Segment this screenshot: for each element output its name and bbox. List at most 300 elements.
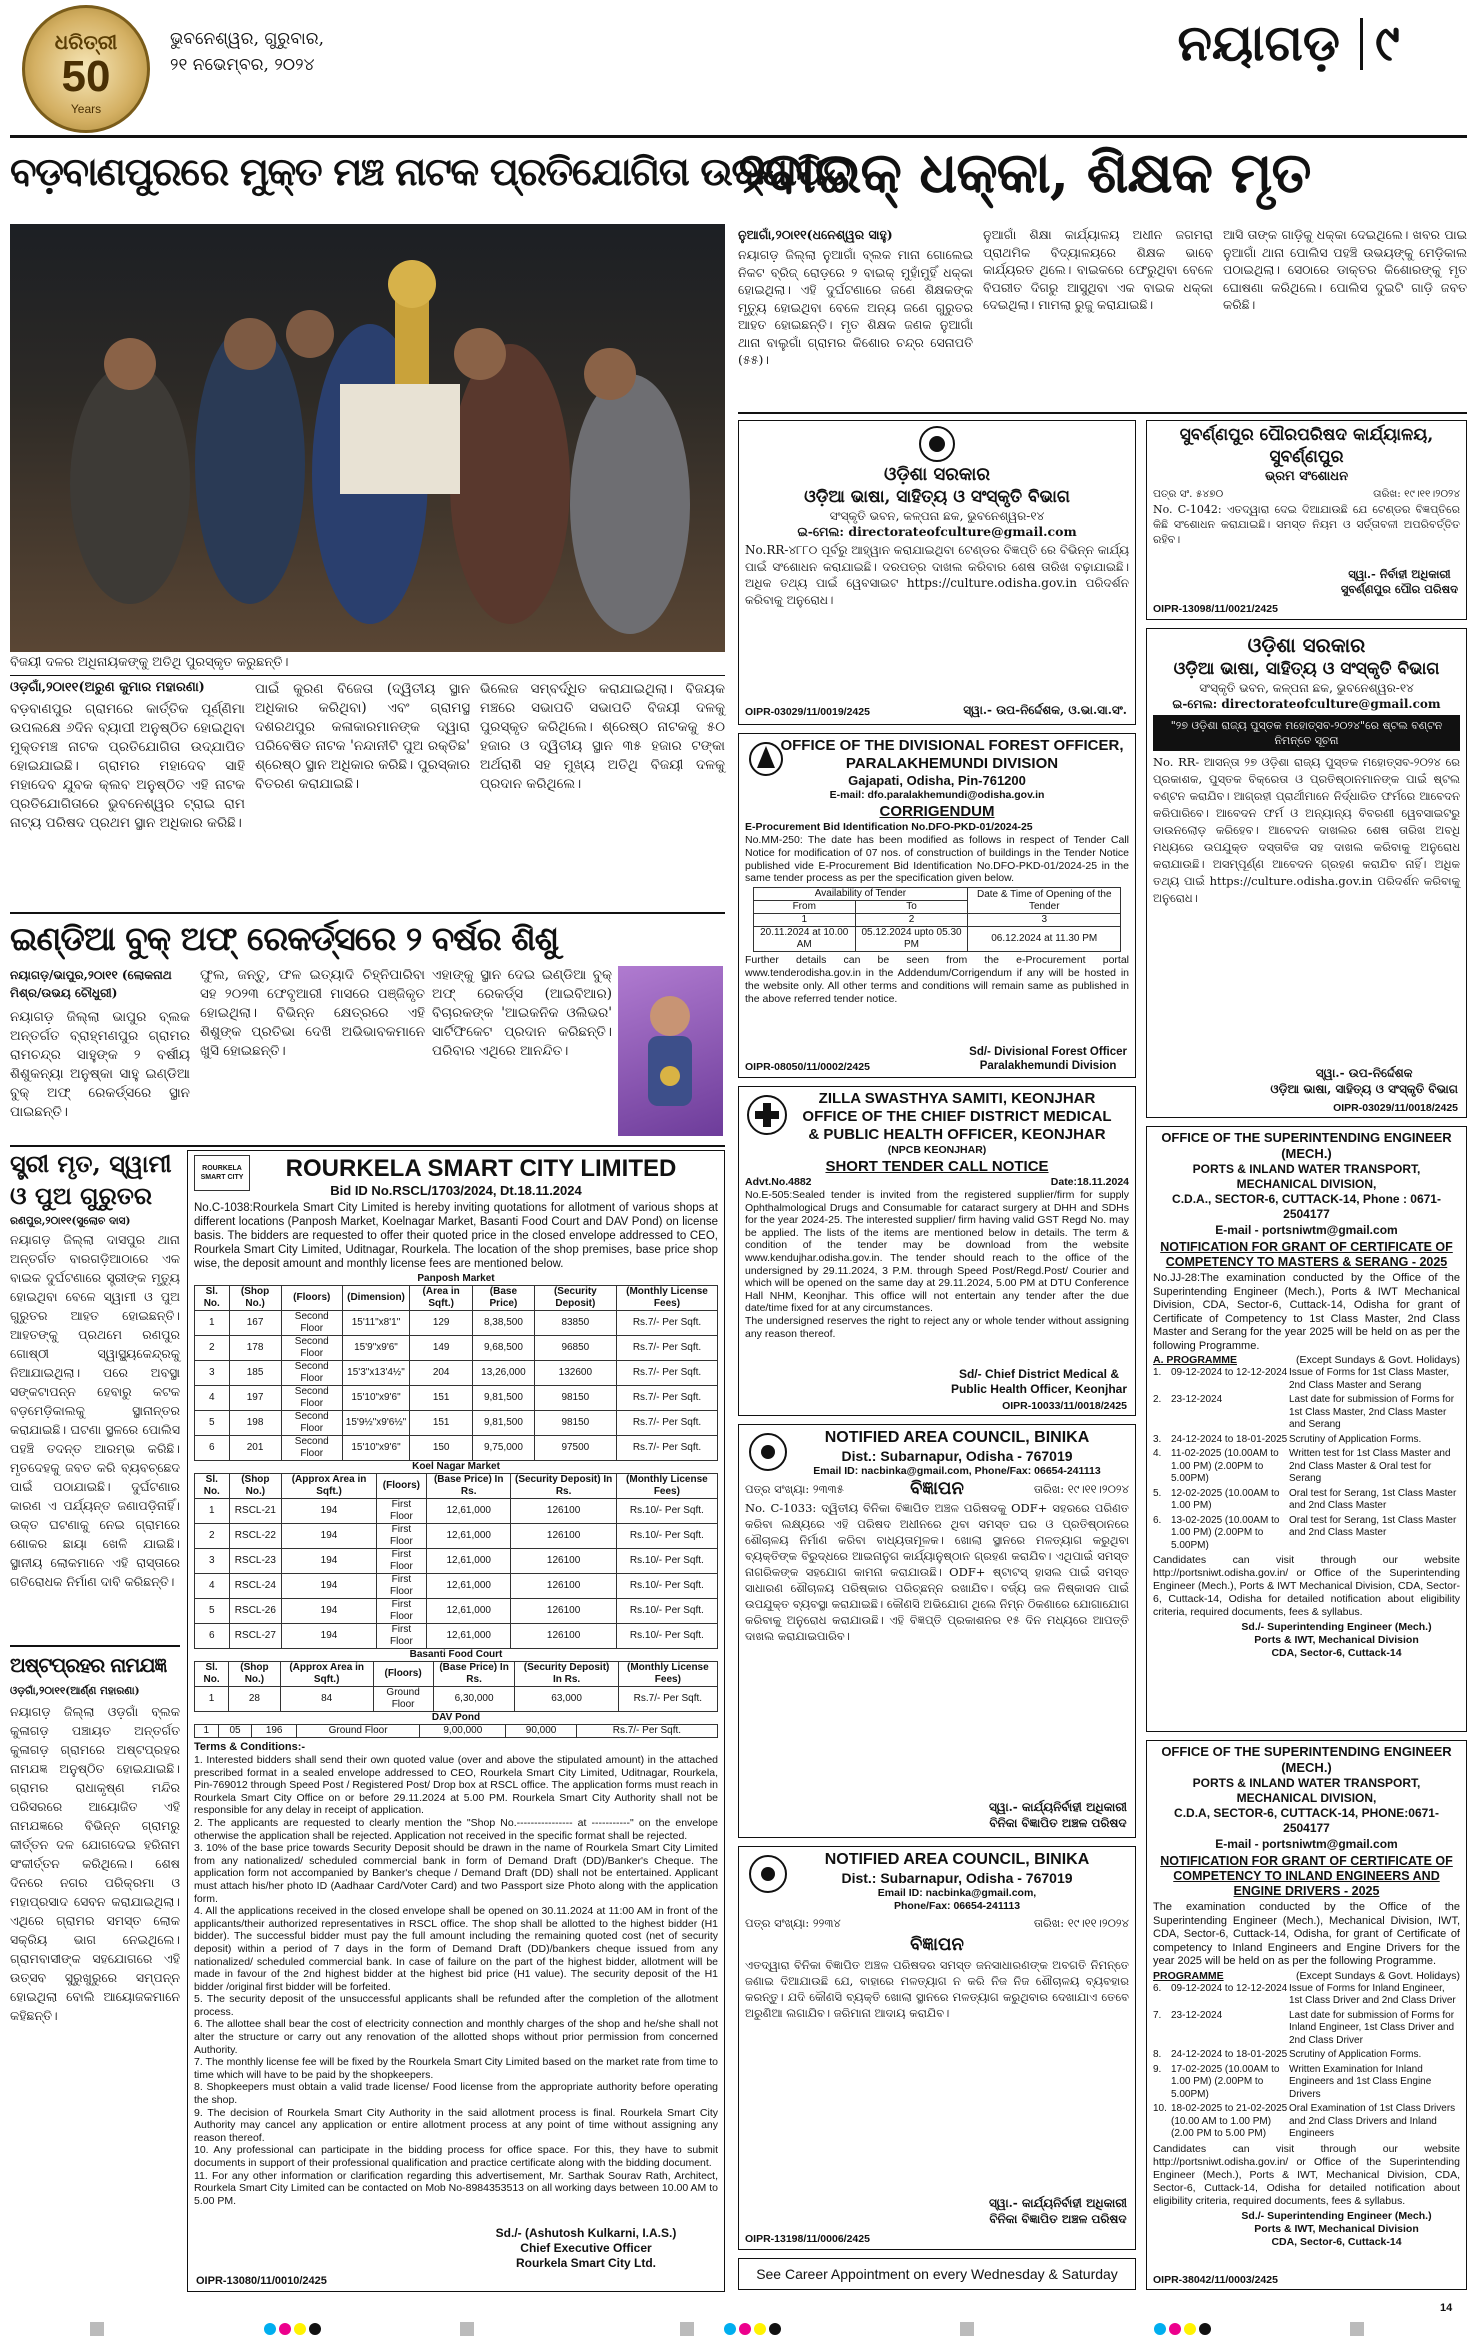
health-heading: SHORT TENDER CALL NOTICE (825, 1158, 1049, 1175)
story4-headline: ଅଷ୍ଟପ୍ରହର ନାମଯଜ୍ଞ (10, 1653, 167, 1677)
story1-dateline: ଓଡ଼ଗାଁ,୨୦ା୧୧(ଅରୁଣ କୁମାର ମହାରଣା) (10, 680, 205, 695)
table-row (195, 1549, 718, 1574)
table-cell: First Floor (376, 1499, 426, 1524)
table-cell: 1 (195, 1499, 230, 1524)
table-cell: 15'9"x9'6" (342, 1336, 409, 1361)
child-figure (618, 966, 723, 1136)
story2-col3: ଏହାଙ୍କୁ ସ୍ଥାନ ଦେଇ ଇଣ୍ଡିଆ ବୁକ୍ ଅଫ୍ ରେକର୍ଡ୍‌ସ (ଆଇବିଆର) ବିଚାରକଙ୍କ 'ଆଇକନିକ ଓଲିଭର' ସାର୍ଟିଫିକେଟ ପ୍ରଦାନ କରିଛନ୍ତି। ପରିବାର ଏଥିରେ ଆନନ୍ଦିତ। (432, 967, 612, 1059)
programme-cell: 23-12-2024 (1171, 1394, 1223, 1405)
table-row (195, 1311, 718, 1336)
story5-col1: ନୟାଗଡ଼ ଜିଲ୍ଲା ନୁଆଗାଁ ବ୍ଲକ ମାନା ଗୋଲେଇ ନିକଟ ବ୍ରିଜ୍ ରୋଡ଼ରେ ୨ ବାଇକ୍ ମୁହାଁମୁହିଁ ଧକ୍କା ହୋଇଥିଲା। ଏହି ଦୁର୍ଘଟଣାରେ ଜଣେ ଶିକ୍ଷକଙ୍କ ମୃତ୍ୟୁ ହୋଇଥିବା ବେଳେ ଅନ୍ୟ ଜଣେ ଗୁରୁତର ଆହତ ହୋଇଛନ୍ତି। ମୃତ ଶିକ୍ଷକ ଜଣକ ନୁଆଗାଁ ଥାନା ବାଲୁଗାଁ ଗ୍ରାମର କିଶୋର ଚନ୍ଦ୍ର ସେନାପତି (୫୫)। (738, 247, 973, 367)
programme-cell: 6. (1153, 1514, 1162, 1526)
culture2-govt: ଓଡ଼ିଶା ସରକାର (1247, 633, 1366, 657)
health-code: OIPR-10033/11/0018/2425 (1002, 1400, 1127, 1412)
ports1-programme-list (1153, 1367, 1460, 1552)
programme-cell: Oral Examination of 1st Class Drivers and 2nd Class Drivers and Inland Engineers (1289, 2103, 1456, 2139)
culture2-email: ଇ-ମେଲ: directorateofculture@gmail.com (1172, 697, 1441, 711)
programme-cell: Oral test for Serang, 1st Class Master and 2nd Class Master (1289, 1487, 1457, 1511)
table-cell: 1 (195, 1725, 219, 1738)
story5-col2: ନୁଆଗାଁ ଶିକ୍ଷା କାର୍ଯ୍ୟାଳୟ ଅଧୀନ ଜଗମରା ପ୍ରାଥମିକ ବିଦ୍ୟାଳୟରେ ଶିକ୍ଷକ ଭାବେ କାର୍ଯ୍ୟରତ ଥିଲେ। ବାଇକରେ ଫେରୁଥିବା ବେଳେ ବିପରୀତ ଦିଗରୁ ଆସୁଥିବା ଏକ ବାଇକ ଧକ୍କା ଦେଇଥିଲା। ମାମଲା ରୁଜୁ କରାଯାଇଛି। (983, 227, 1213, 312)
table-cell: 197 (229, 1386, 281, 1411)
logo-script: ଧରିତ୍ରୀ (54, 30, 118, 54)
terms-item: 6. The allottee shall bear the cost of electricity connection and monthly charges of the shop and he/she shall not alter the structure or carry out any renovation of the allotted shops without prior permission from concerned Authority. (194, 2018, 718, 2056)
programme-item (1153, 1488, 1460, 1513)
table-header-cell: (Approx Area in Sqft.) (280, 1662, 373, 1687)
photo-scene (10, 224, 725, 652)
table-cell: Second Floor (281, 1436, 342, 1461)
programme-cell: 3. (1153, 1433, 1162, 1445)
newspaper-logo (22, 5, 150, 133)
table-cell: 12,61,000 (426, 1499, 511, 1524)
table-cell: Rs.10/- Per Sqft. (616, 1624, 717, 1649)
table-cell: 5 (195, 1599, 230, 1624)
health-title2: OFFICE OF THE CHIEF DISTRICT MEDICAL (802, 1108, 1112, 1125)
table-row (195, 1386, 718, 1411)
table-cell: Rs.10/- Per Sqft. (616, 1524, 717, 1549)
programme-item (1153, 2010, 1460, 2048)
logo-years-label: Years (70, 102, 102, 116)
municipality-body: No. C-1042: ଏତଦ୍ୱାରା ଦେଇ ଦିଆଯାଉଛି ଯେ ଟେଣ୍ଡର ବିଜ୍ଞପ୍ତିରେ କିଛି ସଂଶୋଧନ କରାଯାଇଛି। ସମସ୍ତ ନିୟମ ଓ ସର୍ତ୍ତାବଳୀ ଅପରିବର୍ତ୍ତିତ ରହିବ। (1153, 503, 1460, 546)
table-cell: Rs.10/- Per Sqft. (616, 1574, 717, 1599)
terms-item: 11. For any other information or clarification regarding this advertisement, Mr. Sarthak Sourav Rath, Architect, Rourkela Smart City Limited can be contacted on Mob No-8984353513 on all working days between 10.00 AM to 5.00 PM. (194, 2169, 718, 2207)
forest-sign2: Paralakhemundi Division (979, 1060, 1117, 1072)
table-cell: 05 (218, 1725, 252, 1738)
binika2-phone: Phone/Fax: 06654-241113 (893, 1900, 1021, 1912)
forest-to-val: 05.12.2024 upto 05.30 PM (855, 927, 967, 952)
programme-item (1153, 1434, 1460, 1447)
culture1-govt: ଓଡ଼ିଶା ସରକାର (884, 464, 990, 485)
forest-n3: 3 (968, 914, 1121, 927)
table-cell: 2 (195, 1524, 230, 1549)
table-cell: Ground Floor (373, 1687, 433, 1712)
table-cell: Second Floor (281, 1411, 342, 1436)
table-cell: Rs.7/- Per Sqft. (618, 1687, 717, 1712)
programme-cell: Scrutiny of Application Forms. (1289, 1433, 1422, 1445)
programme-item (1153, 2103, 1460, 2141)
culture2-sign2: ଓଡ଼ିଆ ଭାଷା, ସାହିତ୍ୟ ଓ ସଂସ୍କୃତି ବିଭାଗ (1270, 1082, 1458, 1096)
binika1-heading: ବିଜ୍ଞାପନ (910, 1478, 964, 1499)
table-header-cell: (Shop No.) (229, 1474, 282, 1499)
terms-item: 3. 10% of the base price towards Security Deposit should be drawn in the name of Rourkela Smart City Limited from any nationalized/ scheduled commercial bank in form of Demand Draft (DD)/Banker's Cheque. The application form not accompanied by Banker's cheque / Demand Draft (DD) shall not be entertained. Applicant must attach his/her photo ID (Aadhaar Card/Voter Card) and two Passport size Photo along with the application form. (194, 1842, 718, 1905)
ports1-title3: C.D.A., SECTOR-6, CUTTACK-14, Phone : 0671-2504177 (1172, 1192, 1441, 1221)
story5-col3: ଆସି ତାଙ୍କ ଗାଡ଼ିକୁ ଧକ୍କା ଦେଇଥିଲେ। ଖବର ପାଇ ନୁଆଗାଁ ଥାନା ପୋଲିସ ପହଞ୍ଚି ଉଭୟଙ୍କୁ ମେଡ଼ିକାଲ ପଠାଇଥିଲା। ସେଠାରେ ଡାକ୍ତର କିଶୋରଙ୍କୁ ମୃତ ଘୋଷଣା କରିଥିଲେ। ପୋଲିସ ଦୁଇଟି ଗାଡ଼ି ଜବତ କରିଛି। (1223, 227, 1467, 312)
terms-item: 7. The monthly license fee will be fixed by the Rourkela Smart City Limited based on the market rate from time to time which will have to be paid by the shopkeepers. (194, 2056, 718, 2081)
programme-cell: 17-02-2025 (10.00AM to 1.00 PM) (2.00PM to 5.00PM) (1171, 2063, 1280, 2100)
panposh-table (194, 1285, 718, 1461)
binika2-body: ଏତଦ୍ୱାରା ବିନିକା ବିଜ୍ଞାପିତ ଅଞ୍ଚଳ ପରିଷଦର ସମସ୍ତ ଜନସାଧାରଣଙ୍କ ଅବଗତି ନିମନ୍ତେ ଜଣାଇ ଦିଆଯାଉଛି ଯେ, ବାହାରେ ମଳତ୍ୟାଗ ନ କରି ନିଜ ନିଜ ଶୌଚାଳୟ ବ୍ୟବହାର କରନ୍ତୁ। ଯଦି କୌଣସି ବ୍ୟକ୍ତି ଖୋଲା ସ୍ଥାନରେ ମଳତ୍ୟାଗ କରୁଥିବାର ଦେଖାଯାଏ ତେବେ ଅରୁଣିଆ ଲଗାଯିବ। ଜରିମାନା ଆଦାୟ କରାଯିବ। (745, 1958, 1129, 2020)
dateline (170, 26, 450, 86)
table-cell: First Floor (376, 1549, 426, 1574)
table-row (195, 1336, 718, 1361)
terms-item: 8. Shopkeepers must obtain a valid trade license/ Food license from the appropriate authority before operating the shop. (194, 2081, 718, 2107)
terms-item: 9. The decision of Rourkela Smart City Authority in the said allotment process is final. Rourkela Smart City Authority may cancel any application or entire allotment process at any point of time without assigning any reason thereof. (194, 2106, 718, 2144)
dateline-date: ୨୧ ନଭେମ୍ବର, ୨୦୨୪ (170, 55, 315, 75)
table-cell: First Floor (376, 1524, 426, 1549)
table-header-row (195, 1474, 718, 1499)
ports-ad-1 (1146, 1126, 1467, 1732)
table-cell: 201 (229, 1436, 281, 1461)
table-header-cell: (Security Deposit) In Rs. (515, 1662, 618, 1687)
table-cell: 196 (252, 1725, 296, 1738)
table-row (195, 1725, 718, 1738)
table-cell: 28 (229, 1687, 281, 1712)
table-header-row (195, 1286, 718, 1311)
table-cell: 98150 (534, 1411, 616, 1436)
table-header-cell: Sl. No. (195, 1474, 230, 1499)
ports1-heading: NOTIFICATION FOR GRANT OF CERTIFICATE OF COMPETENCY TO MASTERS & SERANG - 2025 (1160, 1240, 1453, 1269)
municipality-date: ତାରିଖ: ୧୯।୧୧।୨୦୨୪ (1373, 488, 1460, 500)
table-header-cell: (Security Deposit) In Rs. (511, 1474, 616, 1499)
story1-col1: ବଡ଼ବାଣପୁର ଗ୍ରାମରେ କାର୍ତ୍ତିକ ପୂର୍ଣ୍ଣିମା ଉପଲକ୍ଷେ ୬ଦିନ ବ୍ୟାପୀ ଅନୁଷ୍ଠିତ ହୋଇଥିବା ମୁକ୍ତମଞ୍ଚ ନାଟକ ପ୍ରତିଯୋଗିତା ଉଦ୍‌ଯାପିତ ହୋଇଯାଇଛି। ଗ୍ରାମର ମହାଦେବ ସାହି ମହାଦେବ ଯୁବକ କ୍ଲବ ଅନୁଷ୍ଠିତ ଏହି ନାଟକ ପ୍ରତିଯୋଗିତାରେ ଭୁବନେଶ୍ୱର ଟ୍ରାଇ ରାମ ନାଟ୍ୟ ପରିଷଦ ପ୍ରଥମ ସ୍ଥାନ ଅଧିକାର କରିଛି। (10, 701, 245, 831)
table-cell: 98150 (534, 1386, 616, 1411)
culture1-email: ଇ-ମେଲ: directorateofculture@gmail.com (797, 524, 1077, 539)
table-cell: 194 (282, 1524, 377, 1549)
programme-cell: 09-12-2024 to 12-12-2024 (1171, 1367, 1288, 1378)
programme-cell: 8. (1153, 2049, 1162, 2060)
ports2-code: OIPR-38042/11/0003/2425 (1153, 2274, 1278, 2286)
binika2-heading: ବିଜ୍ଞାପନ (910, 1934, 964, 1955)
forest-n2: 2 (855, 914, 967, 927)
event-photo (10, 224, 725, 652)
ports2-email: E-mail - portsniwtm@gmail.com (1215, 1837, 1398, 1851)
story4-dateline: ଓଡ଼ଗାଁ,୨୦ା୧୧(ଆର୍ଣ୍ଣ ମହାରଣା) (10, 1685, 140, 1697)
municipality-ad (1146, 420, 1467, 620)
table-cell: 6 (195, 1436, 230, 1461)
ports1-footer: Candidates can visit through our website http://portsniwt.odisha.gov.in/ or Office of the Superintending Engineer (Mech.), Ports & IWT Mechanical Division, CDA, Sector-6, Cuttack-14, Odisha for detailed notification about eligibility criteria, required documents, fees & syllabus. (1153, 1554, 1460, 1618)
table-cell: 126100 (511, 1524, 616, 1549)
culture1-sign: ସ୍ୱା.- ଉପ-ନିର୍ଦ୍ଦେଶକ, ଓ.ଭା.ସା.ସଂ. (963, 703, 1127, 717)
terms-item: 2. The applicants are requested to clearly mention the "Shop No.---------------- at -----------" on the envelope otherwise the application shall be rejected. Application not received in the specific format shall be rejected. (194, 1816, 718, 1842)
terms-item: 10. Any professional can participate in the bidding process for office space. For this, they have to submit documents in support of their professional qualification and practice certificate along with the bidding document. (194, 2144, 718, 2169)
story4-body: ନୟାଗଡ଼ ଜିଲ୍ଲା ଓଡ଼ଗାଁ ବ୍ଲକ କୁଳାଗଡ଼ ପଞ୍ଚାୟତ ଅନ୍ତର୍ଗତ କୁଳାଗଡ଼ ଗ୍ରାମରେ ଅଷ୍ଟପ୍ରହର ନାମଯଜ୍ଞ ଅନୁଷ୍ଠିତ ହୋଇଯାଇଛି। ଗ୍ରାମର ରାଧାକୃଷ୍ଣ ମନ୍ଦିର ପରିସରରେ ଆୟୋଜିତ ଏହି ନାମଯଜ୍ଞରେ ବିଭିନ୍ନ ଗ୍ରାମରୁ କୀର୍ତ୍ତନ ଦଳ ଯୋଗଦେଇ ହରିନାମ ସଂକୀର୍ତ୍ତନ କରିଥିଲେ। ଶେଷ ଦିନରେ ନଗର ପରିକ୍ରମା ଓ ମହାପ୍ରସାଦ ସେବନ କରାଯାଇଥିଲା। ଏଥିରେ ଗ୍ରାମର ସମସ୍ତ ଲୋକ ସକ୍ରିୟ ଭାଗ ନେଇଥିଲେ। ଗ୍ରାମବାସୀଙ୍କ ସହଯୋଗରେ ଏହି ଉତ୍ସବ ସୁରୁଖୁରୁରେ ସମ୍ପନ୍ନ ହୋଇଥିଲା ବୋଲି ଆୟୋଜକମାନେ କହିଛନ୍ତି। (10, 1704, 180, 2023)
table-cell: 9,81,500 (473, 1386, 535, 1411)
culture-ad-2 (1146, 628, 1467, 1118)
table-cell: 9,75,000 (473, 1436, 535, 1461)
table-cell: 8,38,500 (473, 1311, 535, 1336)
programme-cell: 6. (1153, 1982, 1162, 1994)
binika2-title: NOTIFIED AREA COUNCIL, BINIKA (824, 1851, 1090, 1868)
forest-n1: 1 (753, 914, 855, 927)
table3-title: Basanti Food Court (409, 1649, 503, 1660)
table-header-cell: (Floors) (281, 1286, 342, 1311)
story1-col3: ଭିଲେଜ ସମ୍ବର୍ଦ୍ଧିତ କରାଯାଇଥିଲା। ବିଜୟକ ମଞ୍ଚରେ ସଭାପତି ସଭାପତି ବିଜୟୀ ଦଳକୁ ପୁରସ୍କୃତ କରିଥିଲେ। ଶ୍ରେଷ୍ଠ ନାଟକକୁ ୫୦ ହଜାର ଓ ଦ୍ୱିତୀୟ ସ୍ଥାନ ୩୫ ହଜାର ଟଙ୍କା ଅର୍ଥରାଶି ସହ ମୁଖ୍ୟ ଅତିଥି ବିଜୟୀ ଦଳକୁ ପ୍ରଦାନ କରିଥିଲେ। (480, 681, 725, 792)
programme-cell: 12-02-2025 (10.00AM to 1.00 PM) (1171, 1487, 1280, 1511)
ports2-programme-list (1153, 1983, 1460, 2141)
table-row (195, 1411, 718, 1436)
programme-cell: 11-02-2025 (10.00AM to 1.00 PM) (2.00PM to 5.00PM) (1171, 1448, 1279, 1484)
table-cell: 9,00,000 (420, 1725, 506, 1738)
municipality-sign1: ସ୍ୱା.- ନିର୍ବାହୀ ଅଧିକାରୀ (1348, 567, 1451, 581)
table-cell: 129 (410, 1311, 473, 1336)
table-cell: RSCL-26 (229, 1599, 282, 1624)
table-header-row (195, 1662, 718, 1687)
rourkela-bid: Bid ID No.RSCL/1703/2024, Dt.18.11.2024 (330, 1183, 582, 1198)
table-header-cell: (Base Price) (473, 1286, 535, 1311)
table-cell: Second Floor (281, 1361, 342, 1386)
table-row (195, 1599, 718, 1624)
table-cell: 1 (195, 1311, 230, 1336)
binika1-date: ତାରିଖ: ୧୯।୧୧।୨୦୨୪ (1033, 1482, 1129, 1496)
headline-left: ବଡ଼ବାଣପୁରରେ ମୁକ୍ତ ମଞ୍ଚ ନାଟକ ପ୍ରତିଯୋଗିତା ଉଦ୍‌ଯାପିତ (10, 149, 850, 195)
table-cell: Second Floor (281, 1311, 342, 1336)
table-header-cell: (Security Deposit) (534, 1286, 616, 1311)
table-cell: 4 (195, 1574, 230, 1599)
terms-item: 1. Interested bidders shall send their own quoted value (over and above the stipulated amount) in the attached prescribed format in a sealed envelope addressed to CEO, Rourkela Smart City Limited, Uditnagar, Rourkela, Pin-769012 through Speed Post / Registered Post/ Drop box at RSCL office. The application forms must reach in Rourkela Smart City Office on or before 29.11.2024 at 5.00 PM. Rourkela Smart City Authority shall not be responsible for any delay in receipt of application. (194, 1754, 718, 1817)
table-cell: 12,61,000 (426, 1524, 511, 1549)
municipality-letter-no: ପତ୍ର ସଂ. ୫୪୭୦ (1153, 488, 1224, 500)
ports1-title1: OFFICE OF THE SUPERINTENDING ENGINEER (MECH.) (1161, 1130, 1452, 1161)
table-cell: RSCL-23 (229, 1549, 282, 1574)
table-cell: First Floor (376, 1624, 426, 1649)
story3-headline: ସ୍ତ୍ରୀ ମୃତ, ସ୍ୱାମୀ ଓ ପୁଅ ଗୁରୁତର (10, 1149, 172, 1210)
story2-dateline: ନୟାଗଡ଼/ଭାପୁର,୨୦ା୧୧ (ଲୋକନାଥ ମିଶ୍ର/ଉଭୟ ଚୌଧୁରୀ) (10, 968, 172, 1000)
programme-cell: Last date for submission of Forms for 1st Class Master, 2nd Class Master and Serang (1289, 1394, 1455, 1430)
table-cell: 9,68,500 (473, 1336, 535, 1361)
logo-years: 50 (61, 52, 111, 101)
table-header-cell: (Floors) (376, 1474, 426, 1499)
table-cell: RSCL-22 (229, 1524, 282, 1549)
table-cell: RSCL-27 (229, 1624, 282, 1649)
programme-cell: 10. (1153, 2103, 1167, 2114)
koelnagar-table (194, 1473, 718, 1649)
table-cell: 178 (229, 1336, 281, 1361)
table-row (195, 1574, 718, 1599)
table-cell: 15'10"x9'6" (342, 1436, 409, 1461)
table-cell: 9,81,500 (473, 1411, 535, 1436)
table-cell: RSCL-21 (229, 1499, 282, 1524)
table-cell: 185 (229, 1361, 281, 1386)
davpond-table (194, 1724, 718, 1738)
rourkela-sign-name: Sd./- (Ashutosh Kulkarni, I.A.S.) (495, 2226, 677, 2240)
programme-cell: 5. (1153, 1487, 1162, 1499)
binika-ad-1 (738, 1424, 1136, 1838)
table-cell: 126100 (511, 1549, 616, 1574)
forest-ref: E-Procurement Bid Identification No.DFO-PKD-01/2024-25 (745, 821, 1033, 833)
table-header-cell: Sl. No. (195, 1662, 229, 1687)
table-header-cell: (Dimension) (342, 1286, 409, 1311)
binika1-letter-no: ପତ୍ର ସଂଖ୍ୟା: ୨୩୩୫ (745, 1482, 844, 1496)
table-row (195, 1436, 718, 1461)
culture1-body: No.RR-୪୮୮୦ ପୂର୍ବରୁ ଆହ୍ୱାନ କରାଯାଇଥିବା ଟେଣ୍ଡର ବିଜ୍ଞପ୍ତି ରେ ବିଭିନ୍ନ କାର୍ଯ୍ୟ ପାଇଁ ସଂଶୋଧନ କରାଯାଇଛି। ଦରପତ୍ର ଦାଖଲ କରିବାର ଶେଷ ତାରିଖ ବଢ଼ାଯାଇଛି। ଅଧିକ ତଥ୍ୟ ପାଇଁ ୱେବସାଇଟ https://culture.odisha.gov.in ପରିଦର୍ଶନ କରିବାକୁ ଅନୁରୋଧ। (745, 543, 1129, 607)
binika2-dist: Dist.: Subarnapur, Odisha - 767019 (841, 1870, 1073, 1886)
health-emblem-icon (745, 1093, 789, 1137)
forest-ad (738, 733, 1136, 1078)
programme-cell: Written Examination for Inland Engineers and 1st Class Engine Drivers (1289, 2063, 1432, 2100)
programme-cell: 13-02-2025 (10.00AM to 1.00 PM) (2.00PM to 5.00PM) (1171, 1514, 1280, 1551)
table-cell: 90,000 (506, 1725, 576, 1738)
odisha-emblem-icon (917, 424, 957, 464)
forest-code: OIPR-08050/11/0002/2425 (745, 1061, 870, 1073)
binika2-sign2: ବିନିକା ବିଜ୍ଞାପିତ ଅଞ୍ଚଳ ପରିଷଦ (989, 2212, 1127, 2226)
forest-email: E-mail: dfo.paralakhemundi@odisha.gov.in (829, 789, 1045, 801)
table-cell: 150 (410, 1436, 473, 1461)
table-cell: 194 (282, 1574, 377, 1599)
ports1-prog-note: (Except Sundays & Govt. Holidays) (1296, 1354, 1460, 1366)
table-cell: RSCL-24 (229, 1574, 282, 1599)
rourkela-title: ROURKELA SMART CITY LIMITED (285, 1155, 677, 1182)
culture1-address: ସଂସ୍କୃତି ଭବନ, କଳ୍ପନା ଛକ, ଭୁବନେଶ୍ୱର-୧୪ (829, 509, 1045, 523)
programme-item (1153, 1394, 1460, 1432)
programme-cell: Scrutiny of Application Forms. (1289, 2049, 1422, 2060)
table-cell: 126100 (511, 1599, 616, 1624)
binika1-title: NOTIFIED AREA COUNCIL, BINIKA (824, 1429, 1090, 1446)
municipality-title: ସୁବର୍ଣ୍ଣପୁର ପୌରପରିଷଦ କାର୍ଯ୍ୟାଳୟ, ସୁବର୍ଣ୍ଣପୁର (1179, 425, 1434, 467)
story3-dateline: ରଣପୁର,୨୦ା୧୧(ସୁଲୋଚ ଦାସ) (10, 1215, 131, 1227)
story3-rule (10, 1645, 180, 1647)
programme-item (1153, 1367, 1460, 1392)
table-cell: 97500 (534, 1436, 616, 1461)
rourkela-logo: ROURKELA SMART CITY (194, 1155, 250, 1191)
table-cell: 13,26,000 (473, 1361, 535, 1386)
table-cell: Rs.7/- Per Sqft. (576, 1725, 717, 1738)
basanti-table (194, 1661, 718, 1712)
programme-cell: 9. (1153, 2063, 1162, 2075)
binika1-dist: Dist.: Subarnapur, Odisha - 767019 (841, 1448, 1073, 1464)
health-title3: & PUBLIC HEALTH OFFICER, KEONJHAR (808, 1126, 1106, 1143)
health-sign1: Sd/- Chief District Medical & (958, 1367, 1119, 1381)
table-header-cell: (Base Price) In Rs. (433, 1662, 515, 1687)
table-cell: 151 (410, 1386, 473, 1411)
culture-ad-1 (738, 420, 1136, 725)
programme-cell: 2. (1153, 1394, 1162, 1405)
nac-emblem-icon-2 (747, 1853, 789, 1895)
table-cell: First Floor (376, 1574, 426, 1599)
rourkela-intro: No.C-1038:Rourkela Smart City Limited is hereby inviting quotations for allotment of various shops at different locations (Panposh Market, Koelnagar Market, Basanti Food Court and DAV Pond) on license basis. The bidders are requested to offer their quoted price in the closed envelope addressed to CEO, Rourkela Smart City Limited, Uditnagar, Rourkela. The location of the shop premises, base price shop wise, the deposit amount and monthly license fees are mentioned below. (194, 1202, 718, 1270)
table-row (195, 1624, 718, 1649)
table-cell: 63,000 (515, 1687, 618, 1712)
story2-headline: ଇଣ୍ଡିଆ ବୁକ୍ ଅଫ୍ ରେକର୍ଡ୍‌ସରେ ୨ ବର୍ଷର ଶିଶୁ (10, 919, 559, 958)
table-header-cell: (Monthly License Fees) (616, 1286, 717, 1311)
rourkela-smart-city-ad (187, 1150, 725, 2292)
table-cell: Rs.7/- Per Sqft. (616, 1436, 717, 1461)
table-cell: Rs.10/- Per Sqft. (616, 1549, 717, 1574)
nac-emblem-icon (747, 1431, 789, 1473)
page-number: ୯ (1375, 13, 1400, 72)
ports2-heading: NOTIFICATION FOR GRANT OF CERTIFICATE OF COMPETENCY TO INLAND ENGINEERS AND ENGINE DRIVERS - 2025 (1160, 1854, 1453, 1898)
binika2-letter-no: ପତ୍ର ସଂଖ୍ୟା: ୨୨୩୪ (745, 1916, 841, 1930)
forest-sign1: Sd/- Divisional Forest Officer (969, 1046, 1127, 1058)
rourkela-sign-org: Rourkela Smart City Ltd. (515, 2256, 657, 2270)
table-row (195, 1499, 718, 1524)
dateline-place-day: ଭୁବନେଶ୍ୱର, ଗୁରୁବାର, (170, 29, 325, 49)
story2-col1: ନୟାଗଡ଼ ଜିଲ୍ଲା ଭାପୁର ବ୍ଲକ ଅନ୍ତର୍ଗତ ବ୍ରାହ୍ମଣପୁର ଗ୍ରାମର ରାମଚନ୍ଦ୍ର ସାହୁଙ୍କ ୨ ବର୍ଷୀୟ ଶିଶୁକନ୍ୟା ଅନୁଷ୍କା ସାହୁ ଇଣ୍ଡିଆ ବୁକ୍ ଅଫ୍ ରେକର୍ଡ୍‌ସରେ ସ୍ଥାନ ପାଇଛନ୍ତି। (10, 1009, 190, 1120)
table-cell: 126100 (511, 1574, 616, 1599)
forest-col-to: To (855, 901, 967, 914)
headline-right: ୨ବାଇକ୍ ଧକ୍କା, ଶିକ୍ଷକ ମୃତ (738, 140, 1311, 206)
table-cell: 6 (195, 1624, 230, 1649)
rourkela-sign-title: Chief Executive Officer (520, 2241, 652, 2255)
forest-dates-table (753, 887, 1122, 952)
programme-item (1153, 1983, 1460, 2008)
ports1-prog-label: A. PROGRAMME (1153, 1354, 1237, 1366)
table-cell: 132600 (534, 1361, 616, 1386)
photo-caption: ବିଜୟୀ ଦଳର ଅଧିନାୟକଙ୍କୁ ଅତିଥି ପୁରସ୍କୃତ କରୁଛନ୍ତି। (10, 655, 289, 670)
forest-heading: CORRIGENDUM (879, 803, 995, 820)
programme-item (1153, 1515, 1460, 1553)
child-photo (618, 966, 723, 1136)
programme-cell: 7. (1153, 2009, 1162, 2021)
table-cell: 96850 (534, 1336, 616, 1361)
forest-emblem-icon (747, 740, 785, 778)
table-row (195, 1361, 718, 1386)
masthead-rule (10, 135, 1467, 138)
programme-item (1153, 2064, 1460, 2102)
table-cell: 5 (195, 1411, 230, 1436)
programme-item (1153, 2049, 1460, 2062)
table-cell: Second Floor (281, 1336, 342, 1361)
culture2-dept: ଓଡ଼ିଆ ଭାଷା, ସାହିତ୍ୟ ଓ ସଂସ୍କୃତି ବିଭାଗ (1173, 659, 1440, 679)
print-registration-marks (0, 2318, 1477, 2339)
forest-col-from: From (753, 901, 855, 914)
forest-table-h2: Date & Time of Opening of the Tender (968, 888, 1121, 914)
table-cell: 84 (280, 1687, 373, 1712)
forest-from-val: 20.11.2024 at 10.00 AM (753, 927, 855, 952)
ports2-prog-label: PROGRAMME (1153, 1969, 1224, 1982)
programme-cell: Oral test for Serang, 1st Class Master and 2nd Class Master (1289, 1514, 1457, 1538)
table-cell: Rs.7/- Per Sqft. (616, 1336, 717, 1361)
forest-table-h1: Availability of Tender (753, 888, 968, 901)
section-title: ନୟାଗଡ଼ (1177, 13, 1340, 72)
table-cell: 12,61,000 (426, 1599, 511, 1624)
programme-item (1153, 1448, 1460, 1486)
table-cell: 167 (229, 1311, 281, 1336)
culture2-code: OIPR-03029/11/0018/2425 (1333, 1102, 1458, 1114)
programme-cell: Issue of Forms for Inland Engineer, 1st Class Driver and 2nd Class Driver (1289, 1982, 1456, 2006)
programme-cell: 18-02-2025 to 21-02-2025 (10.00 AM to 1.00 PM) (2.00 PM to 5.00 PM) (1171, 2103, 1288, 2139)
table-cell: 126100 (511, 1499, 616, 1524)
table-row (195, 1524, 718, 1549)
table-cell: 12,61,000 (426, 1549, 511, 1574)
table-cell: Ground Floor (296, 1725, 419, 1738)
table-cell: Rs.7/- Per Sqft. (616, 1411, 717, 1436)
culture2-banner: "୨୭ ଓଡ଼ିଶା ରାଜ୍ୟ ପୁସ୍ତକ ମହୋତ୍ସବ-୨୦୨୪"ରେ ଷ୍ଟଲ ବଣ୍ଟନ ନିମନ୍ତେ ସୂଚନା (1153, 715, 1460, 751)
table-cell: 15'3"x13'4½" (342, 1361, 409, 1386)
programme-cell: Written test for 1st Class Master and 2nd Class Master & Oral test for Serang (1289, 1448, 1451, 1484)
terms-item: 5. The security deposit of the unsuccessful applicants shall be refunded after the completion of the allotment process. (194, 1993, 718, 2018)
culture2-body: No. RR- ଆସନ୍ତା ୨୭ ଓଡ଼ିଶା ରାଜ୍ୟ ପୁସ୍ତକ ମହୋତ୍ସବ-୨୦୨୪ ରେ ପ୍ରକାଶକ, ପୁସ୍ତକ ବିକ୍ରେତା ଓ ପ୍ରତିଷ୍ଠାନମାନଙ୍କ ପାଇଁ ଷ୍ଟଲ ବଣ୍ଟନ କରାଯିବ। ଆଗ୍ରହୀ ପ୍ରାର୍ଥୀମାନେ ନିର୍ଦ୍ଧାରିତ ଫର୍ମରେ ଆବେଦନ କରିପାରିବେ। ଆବେଦନ ଫର୍ମ ଓ ଅନ୍ୟାନ୍ୟ ବିବରଣୀ ୱେବସାଇଟରୁ ଡାଉନଲୋଡ଼ କରିହେବ। ଆବେଦନ ଦାଖଲର ଶେଷ ତାରିଖ ଅବଧି ମଧ୍ୟରେ ଉପଯୁକ୍ତ ଦସ୍ତାବିଜ ସହ ଦାଖଲ କରିବାକୁ ଅନୁରୋଧ କରାଯାଉଛି। ଅସମ୍ପୂର୍ଣ୍ଣ ଆବେଦନ ଗ୍ରହଣ କରାଯିବ ନାହିଁ। ଅଧିକ ତଥ୍ୟ ପାଇଁ https://culture.odisha.gov.in ପରିଦର୍ଶନ କରିବାକୁ ଅନୁରୋଧ। (1153, 755, 1460, 905)
story2-col2: ଫୁଲ, ଜନ୍ତୁ, ଫଳ ଇତ୍ୟାଦି ଚିହ୍ନିପାରିବା ସହ ୨୦୨୩ ଫେବୃଆରୀ ମାସରେ ପଞ୍ଜିକୃତ ହୋଇଥିଲା। ବିଭିନ୍ନ କ୍ଷେତ୍ରରେ ଏହି ଶିଶୁଙ୍କ ପ୍ରତିଭା ଦେଖି ଅଭିଭାବକମାନେ ଖୁସି ହୋଇଛନ୍ତି। (200, 967, 425, 1059)
binika-ad-2 (738, 1846, 1136, 2250)
binika2-sign1: ସ୍ୱା.- କାର୍ଯ୍ୟନିର୍ବାହୀ ଅଧିକାରୀ (988, 2196, 1127, 2210)
forest-title2: PARALAKHEMUNDI DIVISION (845, 755, 1059, 772)
story1-rule (10, 912, 725, 914)
ports1-sign3: CDA, Sector-6, Cuttack-14 (1271, 1647, 1402, 1659)
table-header-cell: (Shop No.) (229, 1662, 281, 1687)
table-cell: 6,30,000 (433, 1687, 515, 1712)
table-header-cell: (Base Price) In Rs. (426, 1474, 511, 1499)
table-cell: 4 (195, 1386, 230, 1411)
table-cell: Rs.7/- Per Sqft. (616, 1311, 717, 1336)
table-cell: 194 (282, 1549, 377, 1574)
binika2-code: OIPR-13198/11/0006/2425 (745, 2233, 870, 2245)
binika2-email: Email ID: nacbinka@gmail.com, (877, 1887, 1037, 1899)
municipality-subtitle: ଭ୍ରମ ସଂଶୋଧନ (1264, 469, 1349, 484)
binika1-sign2: ବିନିକା ବିଜ୍ଞାପିତ ଅଞ୍ଚଳ ପରିଷଦ (989, 1816, 1127, 1830)
forest-body: No.MM-250: The date has been modified as follows in respect of Tender Call Notice for modification of 07 nos. of construction of buildings in the Tender Notice published vide E-Procurement Bid Identification No.DFO-PKD-01/2024-25 in the same tender process as per the specification given below. (745, 834, 1129, 885)
programme-cell: Last date for submission of Forms for Inland Engineer, 1st Class Driver and 2nd Class Driver (1289, 2009, 1455, 2046)
programme-cell: 4. (1153, 1448, 1162, 1459)
table-cell: 204 (410, 1361, 473, 1386)
ports2-footer: Candidates can visit through our website http://portsniwt.odisha.gov.in/ or Office of the Superintending Engineer (Mech.), Ports & IWT, Mechanical Division, CDA, Sector-6, Cuttack-14, Odisha for detailed notification about eligibility criteria, required documents, fees & syllabus. (1153, 2142, 1460, 2207)
table-header-cell: (Floors) (373, 1662, 433, 1687)
health-advt-no: Advt.No.4882 (745, 1176, 812, 1188)
health-title4: (NPCB KEONJHAR) (887, 1144, 987, 1156)
terms-heading: Terms & Conditions:- (194, 1741, 306, 1753)
ports1-title2: PORTS & INLAND WATER TRANSPORT, MECHANICAL DIVISION, (1192, 1162, 1421, 1191)
story2-rule (10, 1145, 725, 1147)
table-header-cell: (Shop No.) (229, 1286, 281, 1311)
culture2-address: ସଂସ୍କୃତି ଭବନ, କଳ୍ପନା ଛକ, ଭୁବନେଶ୍ୱର-୧୪ (1199, 681, 1414, 695)
